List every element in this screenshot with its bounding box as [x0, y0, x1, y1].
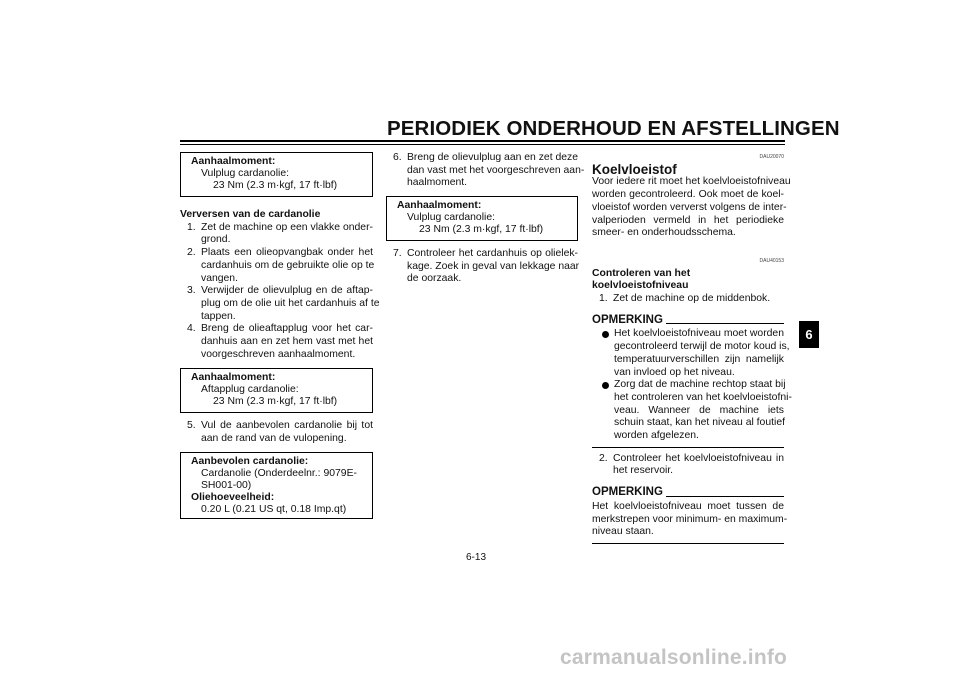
- box-title: Aanhaalmoment:: [191, 156, 276, 167]
- intro-paragraph: Voor iedere rit moet het koelvloeistofniveau worden gecontroleerd. Ook moet de koel- vloeistof worden ververst volgens de inter- valperioden vermeld in het periodieke smeer- en onderhoudsschema.: [592, 176, 791, 239]
- note-heading: OPMERKING: [592, 314, 784, 327]
- subheading-coolant-level: Controleren van het koelvloeistofniveau: [592, 267, 691, 292]
- note-end-rule: [592, 543, 784, 544]
- bullet-icon: [602, 331, 609, 338]
- doc-code: DAU40153: [759, 257, 784, 264]
- recommended-oil-box: [180, 452, 373, 519]
- torque-box-fill-plug: [180, 152, 373, 197]
- box-title: Oliehoeveelheid:: [191, 492, 275, 503]
- note-end-rule: [592, 447, 784, 448]
- box-line: 23 Nm (2.3 m·kgf, 17 ft·lbf): [213, 396, 338, 407]
- watermark: carmanualsonline.info: [560, 646, 788, 669]
- step-item: 1. Zet de machine op een vlakke onder- grond.: [187, 221, 373, 246]
- note-heading: OPMERKING: [592, 486, 784, 499]
- box-title: Aanhaalmoment:: [397, 200, 482, 211]
- box-line: Vulplug cardanolie:: [201, 168, 289, 179]
- step-item: 7. Controleer het cardanhuis op olielek- kage. Zoek in geval van lekkage naar de oorzaak.: [393, 248, 580, 285]
- step-item: 1. Zet de machine op de middenbok.: [599, 293, 771, 305]
- doc-code: DAU20070: [759, 154, 784, 160]
- step-item: 5. Vul de aanbevolen cardanolie bij tot aan de rand van de vulopening.: [187, 420, 373, 444]
- header-rule-thick: [180, 140, 785, 142]
- page-header-title: PERIODIEK ONDERHOUD EN AFSTELLINGEN: [387, 117, 840, 140]
- left-column-text: [180, 209, 380, 361]
- box-line: 0.20 L (0.21 US qt, 0.18 Imp.qt): [201, 504, 347, 515]
- step-7: [386, 248, 578, 286]
- step-5: [180, 420, 373, 445]
- section-heading-cardan-oil: Verversen van de cardanolie: [180, 209, 321, 220]
- header-rule-thin: [180, 144, 785, 145]
- step-item: 4. Breng de olieaftapplug voor het car- danhuis aan en zet hem vast met het voorgeschreven aanhaalmoment.: [187, 323, 373, 360]
- torque-box-fill-plug-2: [386, 196, 578, 241]
- note-bullet: Zorg dat de machine rechtop staat bij het controleren van het koelvloeistofni- veau. Wanneer de machine iets schuin staat, kan het niveau al foutief worden afgelezen.: [592, 379, 784, 443]
- box-line: SH001-00): [201, 480, 252, 491]
- step-item: 2. Controleer het koelvloeistofniveau in het reservoir.: [599, 452, 784, 477]
- torque-box-drain-plug: [180, 368, 373, 413]
- note-bullet: Het koelvloeistofniveau moet worden gecontroleerd terwijl de motor koud is, temperatuurverschillen zijn namelijk van invloed op het niveau.: [592, 328, 784, 379]
- section-title-coolant: Koelvloeistof: [592, 161, 677, 177]
- bullet-icon: [602, 382, 609, 389]
- box-line: Aftapplug cardanolie:: [201, 384, 299, 395]
- step-item: 3. Verwijder de olievulplug en de aftap- plug om de olie uit het cardanhuis af te tappen.: [187, 285, 380, 322]
- box-title: Aanhaalmoment:: [191, 372, 276, 383]
- box-title: Aanbevolen cardanolie:: [191, 456, 309, 467]
- right-column: [592, 151, 792, 544]
- page-number: 6-13: [466, 552, 487, 563]
- box-line: 23 Nm (2.3 m·kgf, 17 ft·lbf): [419, 224, 544, 235]
- step-item: 6. Breng de olievulplug aan en zet deze dan vast met het voorgeschreven aan- haalmoment.: [393, 152, 585, 189]
- chapter-tab[interactable]: 6: [799, 321, 819, 348]
- step-6: [386, 152, 585, 190]
- box-line: Cardanolie (Onderdeelnr.: 9079E-: [201, 468, 357, 479]
- note-paragraph: Het koelvloeistofniveau moet tussen de merkstrepen voor minimum- en maximum- niveau staan.: [592, 500, 788, 538]
- step-item: 2. Plaats een olieopvangbak onder het cardanhuis om de gebruikte olie op te vangen.: [187, 247, 375, 284]
- box-line: 23 Nm (2.3 m·kgf, 17 ft·lbf): [213, 180, 338, 191]
- box-line: Vulplug cardanolie:: [407, 212, 495, 223]
